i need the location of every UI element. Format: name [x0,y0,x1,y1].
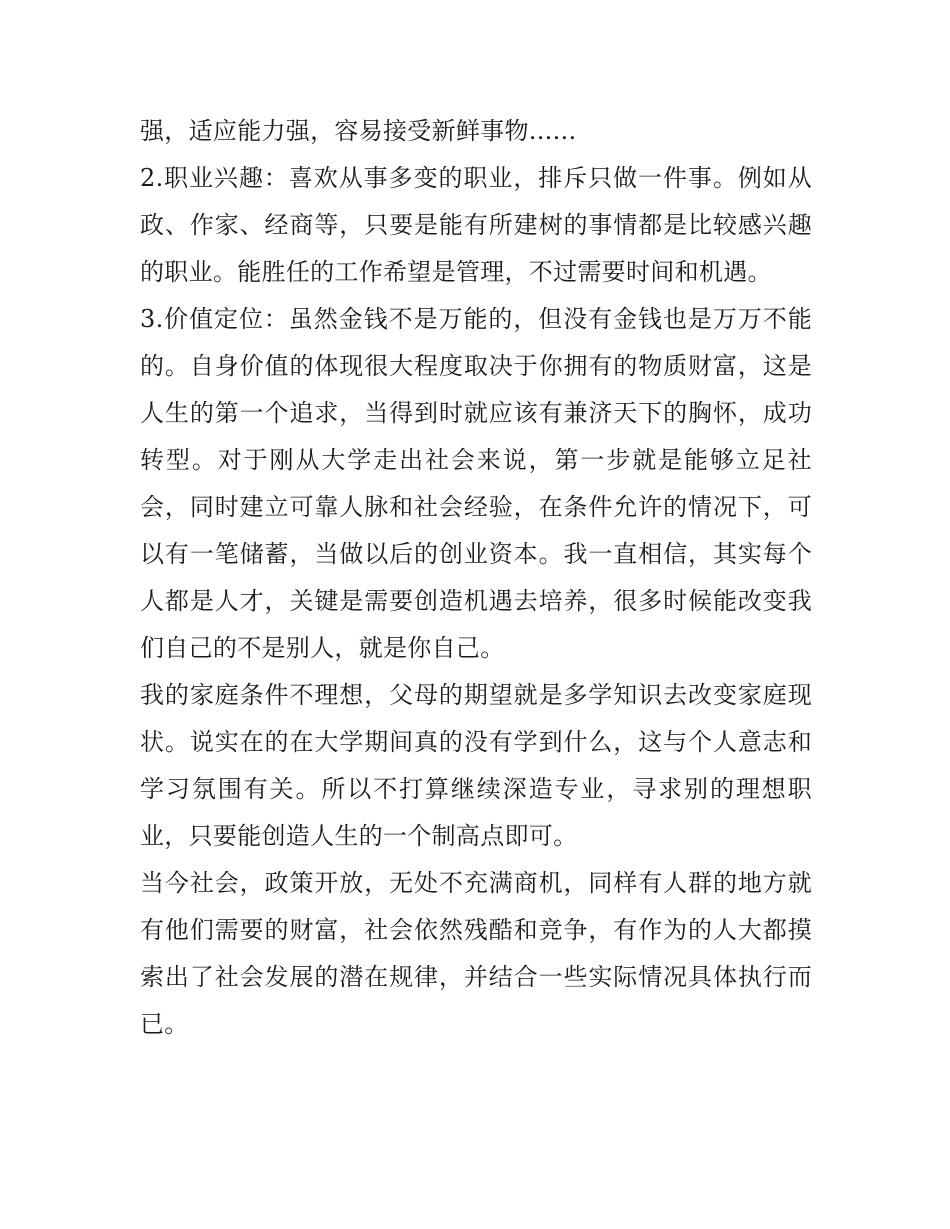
paragraph-family-conditions [140,672,812,860]
document-body [140,108,812,1048]
text-line: 索出了社会发展的潜在规律，并结合一些实际情况具体执行而 [140,963,812,991]
text-line: 政、作家、经商等，只要是能有所建树的事情都是比较感兴趣 [140,211,812,239]
paragraph-society [140,860,812,1048]
text-line: 当今社会，政策开放，无处不充满商机，同样有人群的地方就 [140,869,812,897]
text-line: 的。自身价值的体现很大程度取决于你拥有的物质财富，这是 [140,352,812,380]
text-line: 以有一笔储蓄，当做以后的创业资本。我一直相信，其实每个 [140,540,812,568]
text-line: 会，同时建立可靠人脉和社会经验，在条件允许的情况下，可 [140,493,812,521]
text-line: 状。说实在的在大学期间真的没有学到什么，这与个人意志和 [140,728,812,756]
paragraph-intro-fragment [140,108,812,155]
text-line: 学习氛围有关。所以不打算继续深造专业，寻求别的理想职 [140,775,812,803]
text-line: 们自己的不是别人，就是你自己。 [140,634,505,662]
text-line: 业，只要能创造人生的一个制高点即可。 [140,822,578,850]
text-line: 3.价值定位：虽然金钱不是万能的，但没有金钱也是万万不能 [140,305,812,333]
paragraph-career-interest [140,155,812,296]
paragraph-value-orientation [140,296,812,672]
text-line: 转型。对于刚从大学走出社会来说，第一步就是能够立足社 [140,446,812,474]
text-line: 人都是人才，关键是需要创造机遇去培养，很多时候能改变我 [140,587,812,615]
text-line: 的职业。能胜任的工作希望是管理，不过需要时间和机遇。 [140,258,772,286]
text-line: 我的家庭条件不理想，父母的期望就是多学知识去改变家庭现 [140,681,812,709]
text-line: 人生的第一个追求，当得到时就应该有兼济天下的胸怀，成功 [140,399,812,427]
text-line: 强，适应能力强，容易接受新鲜事物...... [140,117,577,145]
text-line: 已。 [140,1010,189,1038]
text-line: 有他们需要的财富，社会依然残酷和竞争，有作为的人大都摸 [140,916,812,944]
text-line: 2.职业兴趣：喜欢从事多变的职业，排斥只做一件事。例如从 [140,164,812,192]
